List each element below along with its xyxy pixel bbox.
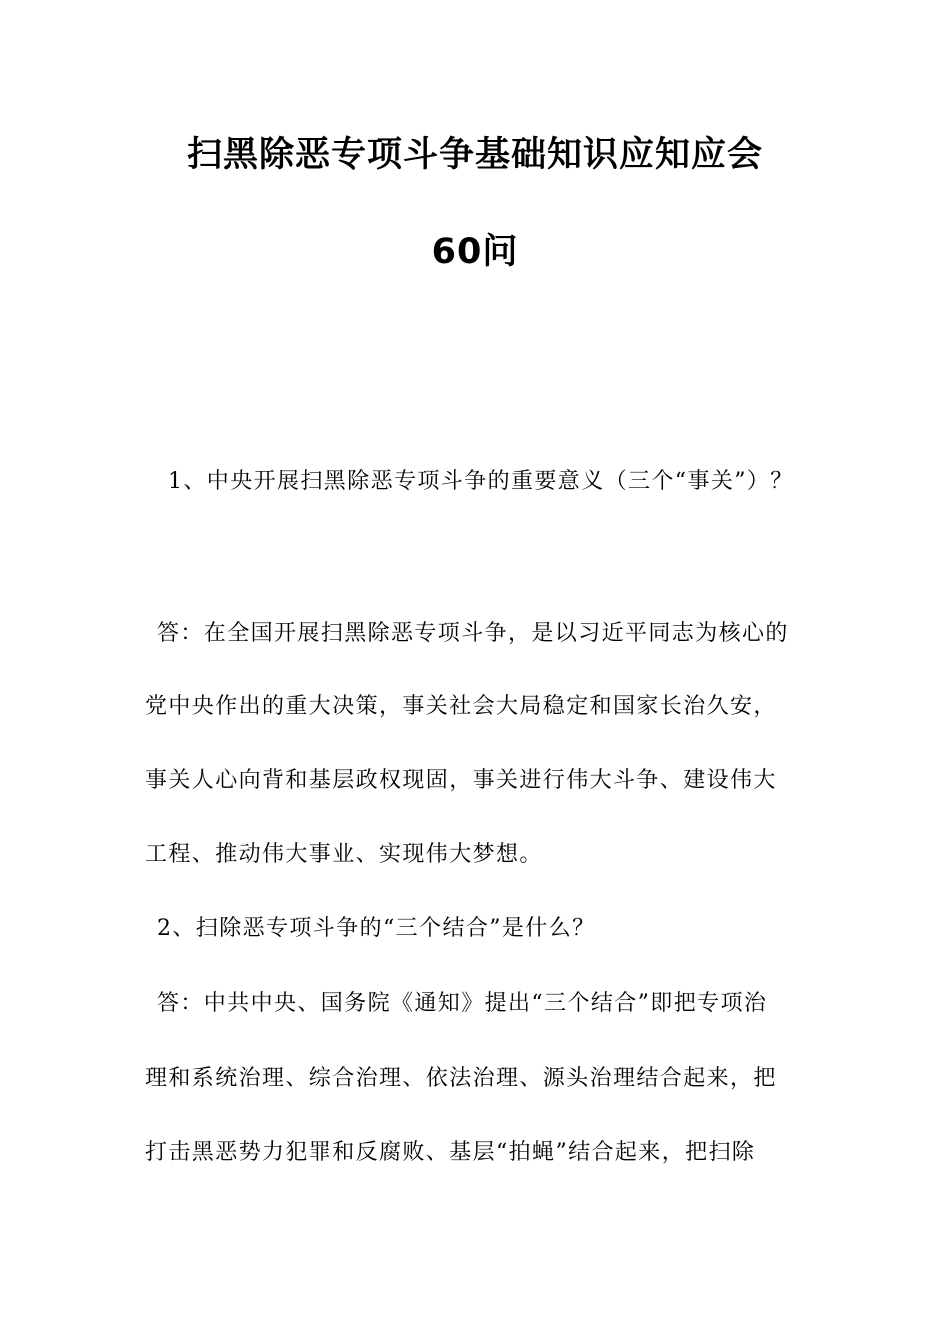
answer-2-line-1: 答：中共中央、国务院《通知》提出“三个结合”即把专项治	[157, 991, 768, 1016]
document-title-line-1: 扫黑除恶专项斗争基础知识应知应会	[186, 135, 763, 175]
answer-1-line-1: 答：在全国开展扫黑除恶专项斗争，是以习近平同志为核心的	[157, 621, 789, 646]
answer-1-line-3: 事关人心向背和基层政权现固，事关进行伟大斗争、建设伟大	[145, 768, 777, 793]
document-title-line-2: 60问	[431, 232, 519, 272]
question-2: 2、扫除恶专项斗争的“三个结合”是什么？	[157, 916, 596, 941]
answer-2-line-3: 打击黑恶势力犯罪和反腐败、基层“拍蝇”结合起来，把扫除	[145, 1140, 756, 1165]
answer-1-line-4: 工程、推动伟大事业、实现伟大梦想。	[145, 842, 543, 867]
question-1: 1、中央开展扫黑除恶专项斗争的重要意义（三个“事关”）？	[168, 469, 794, 494]
answer-2-line-2: 理和系统治理、综合治理、依法治理、源头治理结合起来，把	[145, 1066, 777, 1091]
answer-1-line-2: 党中央作出的重大决策，事关社会大局稳定和国家长治久安，	[145, 694, 777, 719]
